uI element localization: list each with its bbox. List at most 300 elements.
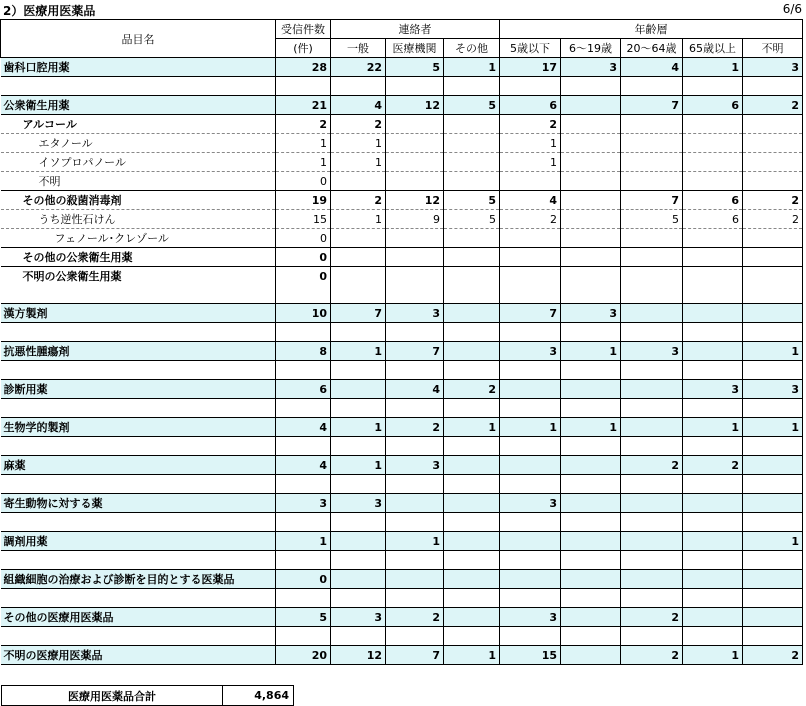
row-value-cell	[621, 134, 683, 153]
row-value-cell	[683, 475, 743, 494]
row-value-cell	[500, 77, 561, 96]
row-value-cell	[561, 77, 621, 96]
row-item-name: イソプロパノール	[1, 153, 276, 172]
row-value-cell	[444, 513, 500, 532]
row-value-cell: 1	[743, 418, 803, 437]
row-value-cell	[331, 475, 386, 494]
row-value-cell	[386, 589, 444, 608]
row-value-cell	[683, 304, 743, 323]
row-value-cell	[561, 134, 621, 153]
row-value-cell	[621, 285, 683, 304]
row-value-cell	[331, 323, 386, 342]
row-value-cell	[386, 115, 444, 134]
row-value-cell	[386, 551, 444, 570]
row-item-name	[1, 513, 276, 532]
row-value-cell	[743, 399, 803, 418]
row-value-cell	[331, 399, 386, 418]
total-box	[1, 685, 294, 706]
row-value-cell	[386, 475, 444, 494]
row-value-cell	[743, 513, 803, 532]
table-row	[1, 210, 803, 229]
row-value-cell: 7	[331, 304, 386, 323]
row-value-cell: 1	[444, 418, 500, 437]
row-value-cell	[621, 399, 683, 418]
row-value-cell	[561, 437, 621, 456]
row-value-cell: 1	[500, 153, 561, 172]
row-value-cell	[500, 589, 561, 608]
row-value-cell: 4	[276, 418, 331, 437]
row-value-cell	[500, 399, 561, 418]
row-value-cell	[683, 285, 743, 304]
row-value-cell	[621, 532, 683, 551]
row-value-cell	[621, 323, 683, 342]
row-value-cell	[621, 570, 683, 589]
row-value-cell	[743, 134, 803, 153]
row-value-cell	[276, 589, 331, 608]
row-value-cell: 3	[500, 608, 561, 627]
row-value-cell	[683, 323, 743, 342]
row-value-cell: 20	[276, 646, 331, 665]
row-value-cell	[331, 551, 386, 570]
row-value-cell	[561, 248, 621, 267]
row-value-cell	[683, 134, 743, 153]
row-item-name: 生物学的製剤	[1, 418, 276, 437]
table-row	[1, 570, 803, 589]
row-value-cell: 4	[621, 58, 683, 77]
row-value-cell: 4	[500, 191, 561, 210]
table-row	[1, 172, 803, 191]
row-value-cell	[386, 399, 444, 418]
row-value-cell: 1	[444, 58, 500, 77]
row-value-cell	[500, 456, 561, 475]
row-value-cell: 5	[444, 210, 500, 229]
row-value-cell	[276, 513, 331, 532]
row-value-cell: 2	[743, 210, 803, 229]
header-received-unit: (件)	[276, 39, 331, 58]
row-item-name	[1, 627, 276, 646]
table-body	[1, 58, 803, 665]
row-value-cell	[621, 494, 683, 513]
row-value-cell: 0	[276, 229, 331, 248]
table-row	[1, 58, 803, 77]
row-value-cell	[743, 323, 803, 342]
row-item-name: 診断用薬	[1, 380, 276, 399]
row-value-cell: 1	[500, 134, 561, 153]
row-value-cell	[621, 77, 683, 96]
row-value-cell	[743, 267, 803, 286]
row-value-cell: 19	[276, 191, 331, 210]
row-value-cell	[386, 627, 444, 646]
row-item-name: 調剤用薬	[1, 532, 276, 551]
row-value-cell	[500, 513, 561, 532]
row-item-name	[1, 77, 276, 96]
row-value-cell	[743, 589, 803, 608]
row-value-cell: 3	[743, 58, 803, 77]
row-value-cell	[743, 77, 803, 96]
row-value-cell	[500, 361, 561, 380]
row-value-cell: 3	[386, 456, 444, 475]
row-value-cell	[621, 627, 683, 646]
table-row	[1, 494, 803, 513]
table-row	[1, 115, 803, 134]
row-value-cell	[621, 475, 683, 494]
row-value-cell	[444, 570, 500, 589]
row-value-cell	[500, 323, 561, 342]
row-value-cell: 3	[500, 342, 561, 361]
row-value-cell	[561, 646, 621, 665]
row-value-cell	[331, 285, 386, 304]
row-item-name	[1, 475, 276, 494]
row-value-cell	[743, 153, 803, 172]
row-value-cell	[561, 96, 621, 115]
row-value-cell	[444, 153, 500, 172]
row-value-cell	[386, 361, 444, 380]
row-value-cell	[743, 285, 803, 304]
row-value-cell: 3	[621, 342, 683, 361]
row-value-cell	[683, 248, 743, 267]
row-value-cell	[683, 627, 743, 646]
row-value-cell: 4	[276, 456, 331, 475]
row-value-cell	[683, 153, 743, 172]
row-value-cell: 7	[621, 96, 683, 115]
row-value-cell: 2	[386, 608, 444, 627]
row-value-cell: 0	[276, 172, 331, 191]
table-row	[1, 96, 803, 115]
row-value-cell	[683, 437, 743, 456]
row-value-cell	[683, 361, 743, 380]
table-row	[1, 153, 803, 172]
row-value-cell	[561, 380, 621, 399]
row-value-cell: 1	[683, 418, 743, 437]
row-item-name: その他の公衆衛生用薬	[1, 248, 276, 267]
row-value-cell: 3	[561, 58, 621, 77]
table-row	[1, 134, 803, 153]
row-value-cell	[331, 570, 386, 589]
row-value-cell	[331, 589, 386, 608]
row-value-cell: 0	[276, 267, 331, 286]
row-value-cell: 0	[276, 248, 331, 267]
row-value-cell	[444, 77, 500, 96]
row-value-cell	[500, 437, 561, 456]
row-value-cell	[444, 627, 500, 646]
row-value-cell: 3	[331, 494, 386, 513]
row-value-cell	[386, 229, 444, 248]
row-value-cell	[683, 399, 743, 418]
header-contact-general: 一般	[331, 39, 386, 58]
row-value-cell: 1	[331, 456, 386, 475]
row-value-cell	[331, 229, 386, 248]
row-value-cell: 0	[276, 570, 331, 589]
header-age-0-5: 5歳以下	[500, 39, 561, 58]
row-value-cell: 3	[386, 304, 444, 323]
header-contact-other: その他	[444, 39, 500, 58]
row-value-cell	[276, 475, 331, 494]
row-value-cell: 7	[621, 191, 683, 210]
row-value-cell	[743, 304, 803, 323]
row-value-cell	[743, 437, 803, 456]
row-value-cell	[743, 627, 803, 646]
row-value-cell	[683, 608, 743, 627]
table-row	[1, 342, 803, 361]
table-row	[1, 551, 803, 570]
row-value-cell	[743, 248, 803, 267]
row-value-cell	[500, 532, 561, 551]
row-value-cell: 4	[386, 380, 444, 399]
row-value-cell	[331, 513, 386, 532]
row-value-cell: 2	[743, 646, 803, 665]
row-value-cell: 3	[683, 380, 743, 399]
row-value-cell	[561, 115, 621, 134]
row-value-cell	[683, 172, 743, 191]
row-value-cell: 17	[500, 58, 561, 77]
row-value-cell	[500, 285, 561, 304]
table-row	[1, 267, 803, 286]
table-row	[1, 361, 803, 380]
row-value-cell	[743, 115, 803, 134]
row-value-cell: 1	[500, 418, 561, 437]
row-value-cell: 6	[683, 191, 743, 210]
row-value-cell: 2	[621, 456, 683, 475]
row-value-cell: 2	[331, 115, 386, 134]
row-value-cell	[683, 513, 743, 532]
table-row	[1, 532, 803, 551]
row-value-cell	[561, 456, 621, 475]
row-item-name: 麻薬	[1, 456, 276, 475]
row-item-name: 寄生動物に対する薬	[1, 494, 276, 513]
row-value-cell	[561, 229, 621, 248]
total-value: 4,864	[223, 686, 294, 706]
row-value-cell	[561, 570, 621, 589]
table-row	[1, 380, 803, 399]
row-value-cell	[743, 570, 803, 589]
row-value-cell: 6	[683, 96, 743, 115]
row-value-cell	[743, 475, 803, 494]
row-value-cell: 1	[683, 646, 743, 665]
header-age-20-64: 20～64歳	[621, 39, 683, 58]
row-value-cell	[683, 342, 743, 361]
row-value-cell	[561, 361, 621, 380]
row-value-cell	[444, 589, 500, 608]
table-row	[1, 304, 803, 323]
row-item-name: 不明の公衆衛生用薬	[1, 267, 276, 286]
row-value-cell	[331, 361, 386, 380]
row-value-cell	[621, 380, 683, 399]
header-received: 受信件数	[276, 20, 331, 39]
row-value-cell	[276, 361, 331, 380]
row-value-cell: 1	[743, 532, 803, 551]
header-contact: 連絡者	[331, 20, 500, 39]
table-row	[1, 437, 803, 456]
row-value-cell: 3	[500, 494, 561, 513]
row-value-cell: 2	[386, 418, 444, 437]
row-value-cell	[276, 551, 331, 570]
row-value-cell: 2	[743, 96, 803, 115]
row-value-cell	[621, 418, 683, 437]
row-value-cell	[500, 380, 561, 399]
row-value-cell	[561, 551, 621, 570]
row-value-cell	[500, 229, 561, 248]
row-value-cell: 5	[444, 96, 500, 115]
row-value-cell	[444, 229, 500, 248]
row-item-name: 公衆衛生用薬	[1, 96, 276, 115]
row-value-cell	[743, 551, 803, 570]
row-value-cell	[276, 399, 331, 418]
row-value-cell	[276, 323, 331, 342]
row-value-cell: 6	[683, 210, 743, 229]
row-value-cell: 5	[386, 58, 444, 77]
row-value-cell	[331, 267, 386, 286]
header-contact-medical: 医療機関	[386, 39, 444, 58]
row-value-cell	[683, 267, 743, 286]
row-value-cell	[743, 608, 803, 627]
row-value-cell: 6	[276, 380, 331, 399]
row-value-cell	[500, 570, 561, 589]
row-value-cell	[561, 608, 621, 627]
row-value-cell	[561, 172, 621, 191]
row-item-name	[1, 437, 276, 456]
table-row	[1, 418, 803, 437]
row-item-name: 不明の医療用医薬品	[1, 646, 276, 665]
page-number: 6/6	[782, 2, 802, 16]
row-value-cell	[331, 532, 386, 551]
table-row	[1, 229, 803, 248]
row-value-cell: 1	[561, 418, 621, 437]
row-value-cell: 1	[444, 646, 500, 665]
row-value-cell: 2	[444, 380, 500, 399]
row-value-cell	[561, 399, 621, 418]
row-value-cell	[386, 248, 444, 267]
row-value-cell	[743, 456, 803, 475]
row-value-cell: 1	[331, 418, 386, 437]
row-value-cell	[386, 77, 444, 96]
table-row	[1, 323, 803, 342]
row-value-cell	[386, 323, 444, 342]
row-value-cell	[500, 267, 561, 286]
row-item-name: エタノール	[1, 134, 276, 153]
row-value-cell	[444, 456, 500, 475]
row-item-name: 組織細胞の治療および診断を目的とする医薬品	[1, 570, 276, 589]
row-value-cell: 8	[276, 342, 331, 361]
row-value-cell: 1	[561, 342, 621, 361]
row-value-cell	[683, 115, 743, 134]
table-row	[1, 285, 803, 304]
row-value-cell: 4	[331, 96, 386, 115]
row-value-cell: 28	[276, 58, 331, 77]
row-value-cell	[386, 570, 444, 589]
row-value-cell: 1	[743, 342, 803, 361]
row-value-cell	[331, 77, 386, 96]
row-value-cell: 3	[743, 380, 803, 399]
table-row	[1, 627, 803, 646]
row-value-cell	[386, 267, 444, 286]
row-value-cell	[386, 285, 444, 304]
table-row	[1, 191, 803, 210]
row-value-cell	[444, 494, 500, 513]
row-value-cell: 15	[500, 646, 561, 665]
row-value-cell	[683, 494, 743, 513]
table-row	[1, 456, 803, 475]
row-value-cell	[561, 323, 621, 342]
row-value-cell	[743, 494, 803, 513]
row-value-cell	[500, 627, 561, 646]
row-item-name: その他の殺菌消毒剤	[1, 191, 276, 210]
row-value-cell: 12	[331, 646, 386, 665]
row-item-name: その他の医療用医薬品	[1, 608, 276, 627]
row-value-cell: 3	[331, 608, 386, 627]
row-value-cell: 5	[621, 210, 683, 229]
row-value-cell	[621, 153, 683, 172]
row-value-cell: 12	[386, 96, 444, 115]
table-row	[1, 77, 803, 96]
row-item-name: 抗悪性腫瘍剤	[1, 342, 276, 361]
row-value-cell	[621, 361, 683, 380]
row-value-cell	[621, 115, 683, 134]
row-value-cell: 7	[500, 304, 561, 323]
row-value-cell: 12	[386, 191, 444, 210]
row-value-cell: 1	[276, 134, 331, 153]
row-value-cell: 2	[621, 608, 683, 627]
row-value-cell	[276, 627, 331, 646]
row-value-cell	[386, 513, 444, 532]
row-value-cell: 1	[331, 153, 386, 172]
row-value-cell	[331, 248, 386, 267]
row-value-cell	[500, 248, 561, 267]
row-value-cell	[500, 475, 561, 494]
row-value-cell: 10	[276, 304, 331, 323]
row-value-cell	[561, 210, 621, 229]
row-value-cell	[444, 304, 500, 323]
table-row	[1, 248, 803, 267]
row-value-cell	[561, 191, 621, 210]
row-value-cell	[561, 153, 621, 172]
row-value-cell	[621, 172, 683, 191]
header-age-65plus: 65歳以上	[683, 39, 743, 58]
row-value-cell	[683, 229, 743, 248]
row-value-cell: 2	[621, 646, 683, 665]
row-value-cell	[683, 77, 743, 96]
row-value-cell: 2	[743, 191, 803, 210]
row-value-cell: 7	[386, 342, 444, 361]
row-item-name: 漢方製剤	[1, 304, 276, 323]
row-value-cell	[561, 589, 621, 608]
row-value-cell: 7	[386, 646, 444, 665]
statistics-table	[0, 19, 803, 665]
header-item-name: 品目名	[1, 20, 276, 58]
row-value-cell	[444, 323, 500, 342]
table-row	[1, 513, 803, 532]
row-value-cell: 1	[331, 342, 386, 361]
row-value-cell: 3	[561, 304, 621, 323]
row-value-cell: 21	[276, 96, 331, 115]
row-item-name: うち逆性石けん	[1, 210, 276, 229]
table-row	[1, 399, 803, 418]
row-value-cell: 1	[331, 134, 386, 153]
row-value-cell	[444, 134, 500, 153]
row-value-cell	[683, 532, 743, 551]
row-value-cell	[444, 551, 500, 570]
row-value-cell: 5	[444, 191, 500, 210]
row-value-cell: 2	[500, 115, 561, 134]
row-value-cell: 1	[386, 532, 444, 551]
row-value-cell: 2	[276, 115, 331, 134]
row-item-name: 歯科口腔用薬	[1, 58, 276, 77]
row-value-cell	[621, 551, 683, 570]
row-value-cell	[331, 627, 386, 646]
row-item-name	[1, 551, 276, 570]
total-label: 医療用医薬品合計	[2, 686, 223, 706]
row-item-name	[1, 361, 276, 380]
row-value-cell	[444, 475, 500, 494]
